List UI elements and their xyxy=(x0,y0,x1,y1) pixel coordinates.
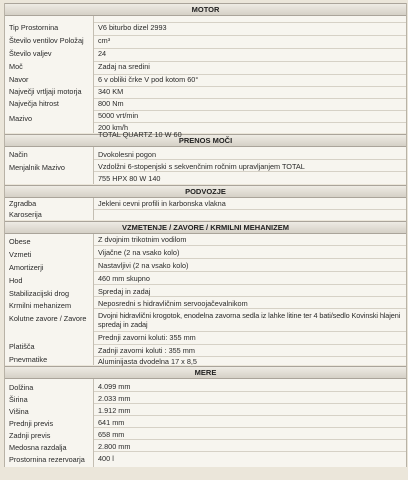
section-podvozje xyxy=(5,198,406,220)
value-mazivo-prenos: 755 HPX 80 W 140 xyxy=(98,174,161,183)
value-hod: 460 mm skupno xyxy=(98,274,150,283)
value-prednji-previs: 641 mm xyxy=(98,418,125,427)
label-moc: Moč xyxy=(9,62,23,71)
value-tip-prostornina: V6 biturbo dizel 2993 xyxy=(98,23,167,32)
section-header-podvozje: PODVOZJE xyxy=(5,185,406,198)
value-menjalnik: Vzdolžni 6-stopenjski s sekvenčnim ročnim upravljanjem TOTAL xyxy=(98,162,305,171)
value-platisca: Aluminijasta dvodelna 17 x 8,5 xyxy=(98,357,197,366)
label-prostornina-rezervoarja: Prostornina rezervoarja xyxy=(9,455,85,464)
value-obese: Z dvojnim trikotnim vodilom xyxy=(98,235,187,244)
label-obese: Obese xyxy=(9,237,31,246)
value-zgradba: Jekleni cevni profili in karbonska vlakna xyxy=(98,199,226,208)
label-hod: Hod xyxy=(9,276,23,285)
label-nacin: Način xyxy=(9,150,28,159)
section-header-motor: MOTOR xyxy=(5,3,406,16)
label-stevilo-valjev: Število valjev xyxy=(9,49,52,58)
label-pnevmatike: Pnevmatike xyxy=(9,355,48,364)
value-medosna-razdalja: 2.800 mm xyxy=(98,442,131,451)
value-vrtljaji: 5000 vrt/min xyxy=(98,111,139,120)
label-kolutne-zavore: Kolutne zavore / Zavore xyxy=(9,314,87,323)
value-nacin: Dvokolesni pogon xyxy=(98,150,157,159)
section-header-prenos-moci: PRENOS MOČI xyxy=(5,134,406,147)
value-moc: 340 KM xyxy=(98,87,124,96)
label-amortizerji: Amortizerji xyxy=(9,263,44,272)
label-vzmeti: Vzmeti xyxy=(9,250,32,259)
label-tip-prostornina: Tip Prostornina xyxy=(9,23,59,32)
value-vzmeti: Vijačne (2 na vsako kolo) xyxy=(98,248,180,257)
section-mere xyxy=(5,379,406,467)
label-karoserija: Karoserija xyxy=(9,210,42,219)
section-vzmetenje xyxy=(5,234,406,365)
label-sirina: Širina xyxy=(9,395,28,404)
label-zgradba: Zgradba xyxy=(9,199,37,208)
label-menjalnik-mazivo: Menjalnik Mazivo xyxy=(9,163,65,172)
label-vrtljaji: Največji vrtljaji motorja xyxy=(9,87,82,96)
label-platisca: Platišča xyxy=(9,342,35,351)
value-krmilni-mehanizem: Neposredni s hidravličnim servoojačevalnikom xyxy=(98,299,248,308)
label-mazivo: Mazivo xyxy=(9,114,33,123)
value-sirina: 2.033 mm xyxy=(98,394,131,403)
value-zadnji-koluti: Zadnji zavorni koluti : 355 mm xyxy=(98,346,195,355)
value-prostornina-rezervoarja: 400 l xyxy=(98,454,114,463)
value-valji: 6 v obliki črke V pod kotom 60° xyxy=(98,75,199,84)
value-polozaj: Zadaj na sredini xyxy=(98,62,150,71)
value-navor: 800 Nm xyxy=(98,99,124,108)
label-stevilo-ventilov: Število ventilov Položaj xyxy=(9,36,84,45)
value-amortizerji: Nastavljivi (2 na vsako kolo) xyxy=(98,261,189,270)
label-visina: Višina xyxy=(9,407,29,416)
value-prednji-koluti: Prednji zavorni koluti: 355 mm xyxy=(98,333,196,342)
value-zadnji-previs: 658 mm xyxy=(98,430,125,439)
value-hitrost: 200 km/h xyxy=(98,123,129,132)
label-dolzina: Dolžina xyxy=(9,383,34,392)
section-motor xyxy=(5,16,406,139)
label-prednji-previs: Prednji previs xyxy=(9,419,54,428)
label-navor: Navor xyxy=(9,75,29,84)
value-mazivo: TOTAL QUARTZ 10 W 60 xyxy=(98,130,182,139)
section-prenos-moci xyxy=(5,147,406,184)
label-medosna-razdalja: Medosna razdalja xyxy=(9,443,67,452)
label-krmilni-mehanizem: Krmilni mehanizem xyxy=(9,301,72,310)
section-header-mere: MERE xyxy=(5,366,406,379)
value-prostornina-unit: cm³ xyxy=(98,36,111,45)
value-dolzina: 4.099 mm xyxy=(98,382,131,391)
value-stevilo-ventilov: 24 xyxy=(98,49,107,58)
value-kolutne-zavore: Dvojni hidravlični krogotok, enodelna zavorna sedla iz lahke litine ter 4 bati/sedlo Kovinski hlajeni spredaj in zadaj xyxy=(98,311,401,329)
spec-sheet xyxy=(4,3,407,467)
label-zadnji-previs: Zadnji previs xyxy=(9,431,51,440)
value-visina: 1.912 mm xyxy=(98,406,131,415)
label-hitrost: Največja hitrost xyxy=(9,99,59,108)
value-stabilizacijski-drog: Spredaj in zadaj xyxy=(98,287,151,296)
section-header-vzmetenje: VZMETENJE / ZAVORE / KRMILNI MEHANIZEM xyxy=(5,221,406,234)
label-stabilizacijski-drog: Stabilizacijski drog xyxy=(9,289,70,298)
